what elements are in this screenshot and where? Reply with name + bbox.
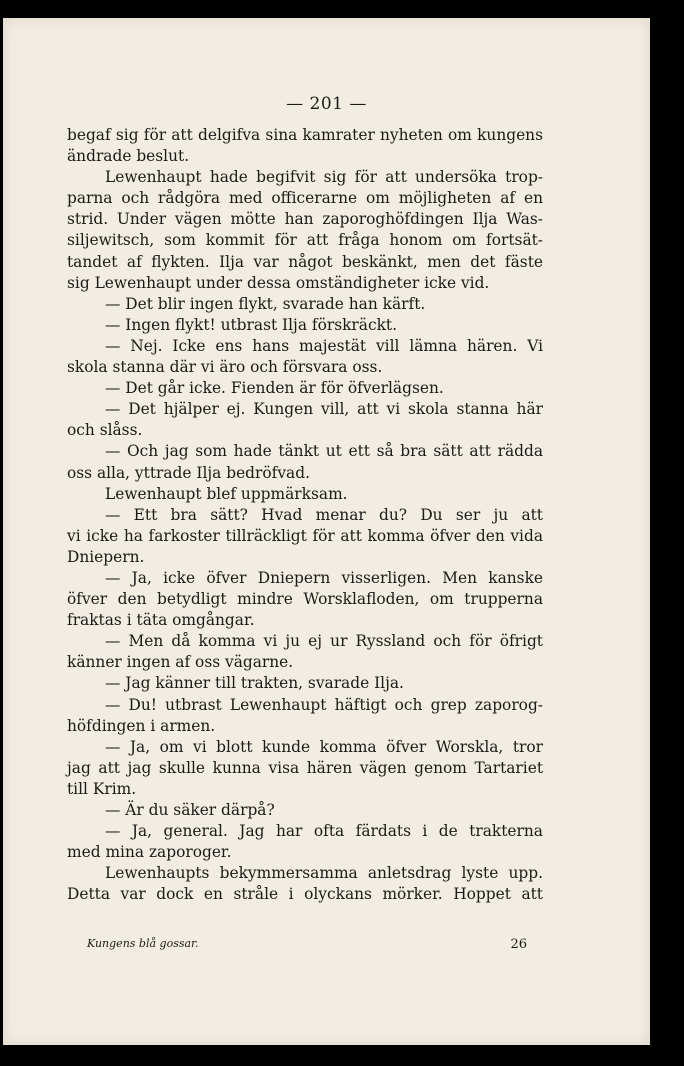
text-line: Lewenhaupts bekymmersamma anletsdrag lyste upp.	[105, 864, 543, 883]
text-line: — Är du säker därpå?	[105, 801, 275, 819]
text-line: öfver den betydligt mindre Worsklafloden, om trupperna	[67, 590, 543, 609]
text-line: och slåss.	[67, 421, 143, 440]
text-line: skola stanna där vi äro och försvara oss.	[67, 358, 383, 377]
text-line: sig Lewenhaupt under dessa omständigheter icke vid.	[67, 273, 490, 292]
text-line: — Jag känner till trakten, svarade Ilja.	[105, 674, 404, 693]
text-line: vi icke ha farkoster tillräckligt för att komma öfver den vida	[67, 526, 543, 545]
text-line: — Det blir ingen flykt, svarade han kärft.	[105, 294, 426, 313]
text-line: Lewenhaupt hade begifvit sig för att undersöka trop-	[105, 168, 543, 187]
text-line: — Ja, icke öfver Dniepern visserligen. Men kanske	[105, 568, 543, 587]
text-line: Lewenhaupt blef uppmärksam.	[105, 484, 348, 503]
text-line: parna och rådgöra med officerarne om möjligheten af en	[67, 189, 543, 208]
text-line: — Det hjälper ej. Kungen vill, att vi skola stanna här	[105, 400, 543, 419]
text-line: — Nej. Icke ens hans majestät vill lämna hären. Vi	[105, 336, 543, 355]
text-line: ändrade beslut.	[67, 147, 190, 166]
text-line: tandet af flykten. Ilja var något beskänkt, men det fäste	[67, 252, 543, 271]
footer-signature-mark: 26	[510, 937, 527, 952]
body-text	[67, 125, 543, 905]
text-line: — Ja, om vi blott kunde komma öfver Worskla, tror	[105, 737, 543, 756]
text-line: Detta var dock en stråle i olyckans mörker. Hoppet att	[67, 885, 543, 904]
text-line: Dniepern.	[67, 547, 145, 566]
page-number: — 201 —	[286, 94, 367, 114]
text-line: — Du! utbrast Lewenhaupt häftigt och grep zaporog-	[105, 695, 543, 714]
text-line: känner ingen af oss vägarne.	[67, 653, 294, 672]
text-line: — Det går icke. Fienden är för öfverlägsen.	[105, 379, 444, 398]
text-line: — Ja, general. Jag har ofta färdats i de trakterna	[105, 822, 543, 841]
text-line: — Och jag som hade tänkt ut ett så bra sätt att rädda	[105, 442, 543, 461]
text-line: siljewitsch, som kommit för att fråga honom om fortsät-	[67, 231, 543, 250]
footer-book-title: Kungens blå gossar.	[87, 937, 199, 950]
page-sheet	[3, 18, 650, 1045]
text-line: oss alla, yttrade Ilja bedröfvad.	[67, 463, 310, 482]
text-line: jag att jag skulle kunna visa hären vägen genom Tartariet	[67, 758, 543, 777]
text-line: till Krim.	[67, 779, 137, 798]
text-line: — Ett bra sätt? Hvad menar du? Du ser ju att	[105, 505, 543, 524]
text-line: höfdingen i armen.	[67, 716, 216, 735]
text-line: begaf sig för att delgifva sina kamrater nyheten om kungens	[67, 126, 543, 144]
text-line: fraktas i täta omgångar.	[67, 611, 255, 630]
text-line: — Men då komma vi ju ej ur Ryssland och för öfrigt	[105, 632, 543, 651]
text-line: med mina zaporoger.	[67, 843, 232, 862]
text-line: strid. Under vägen mötte han zaporoghöfdingen Ilja Was-	[67, 210, 543, 229]
text-line: — Ingen flykt! utbrast Ilja förskräckt.	[105, 315, 397, 334]
